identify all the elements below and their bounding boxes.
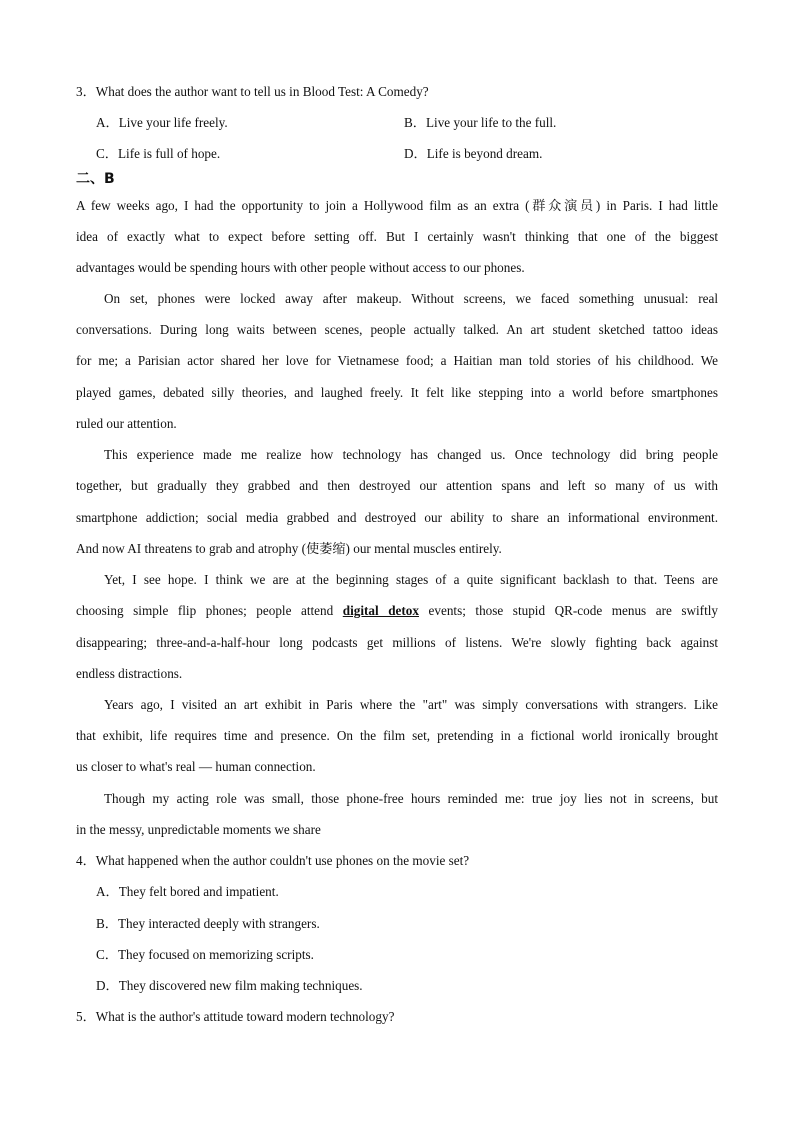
- passage-p5-line-3: us closer to what's real — human connection.: [76, 759, 316, 774]
- passage-p1-line-3: advantages would be spending hours with other people without access to our phones.: [76, 260, 525, 275]
- passage-p4-line-2: [76, 601, 718, 621]
- passage-p4-line-1: Yet, I see hope. I think we are at the beginning stages of a quite significant backlash to that. Teens are: [104, 572, 718, 587]
- question-3-stem: 3．What does the author want to tell us in Blood Test: A Comedy?: [76, 84, 429, 99]
- question-3-option-d[interactable]: D．Life is beyond dream.: [404, 146, 543, 161]
- passage-p2-line-2: conversations. During long waits between scenes, people actually talked. An art student sketched tattoo ideas: [76, 322, 718, 337]
- passage-p4-line-3: disappearing; three-and-a-half-hour long podcasts get millions of listens. We're slowly fighting back against: [76, 635, 718, 650]
- passage-p4-line-2-start: choosing simple flip phones; people attend: [76, 603, 343, 618]
- question-3-option-b[interactable]: B．Live your life to the full.: [404, 115, 557, 130]
- passage-p3-line-2: together, but gradually they grabbed and then destroyed our attention spans and left so many of us with: [76, 478, 718, 493]
- question-4-option-a[interactable]: A．They felt bored and impatient.: [96, 884, 279, 899]
- passage-p5-line-1: Years ago, I visited an art exhibit in Paris where the "art" was simply conversations with strangers. Like: [104, 697, 718, 712]
- passage-p1-line-2: idea of exactly what to expect before setting off. But I certainly wasn't thinking that one of the biggest: [76, 229, 718, 244]
- passage-p5-line-2: that exhibit, life requires time and presence. On the film set, pretending in a fictional world ironically brought: [76, 728, 718, 743]
- passage-p1-line-1: A few weeks ago, I had the opportunity to join a Hollywood film as an extra (群众演员) in Paris. I had little: [76, 198, 718, 213]
- question-4-option-d[interactable]: D．They discovered new film making techniques.: [96, 978, 363, 993]
- question-3-option-a[interactable]: A．Live your life freely.: [96, 115, 228, 130]
- passage-p2-line-4: played games, debated silly theories, and laughed freely. It felt like stepping into a world before smartphones: [76, 385, 718, 400]
- question-4-option-b[interactable]: B．They interacted deeply with strangers.: [96, 916, 320, 931]
- question-3-option-c[interactable]: C．Life is full of hope.: [96, 146, 221, 161]
- passage-p4-line-2-end: events; those stupid QR-code menus are swiftly: [418, 603, 718, 618]
- passage-p3-line-1: This experience made me realize how technology has changed us. Once technology did bring people: [104, 447, 718, 462]
- passage-p2-line-1: On set, phones were locked away after makeup. Without screens, we faced something unusual: real: [104, 291, 718, 306]
- passage-p6-line-2: in the messy, unpredictable moments we share: [76, 822, 321, 837]
- question-5-stem: 5．What is the author's attitude toward modern technology?: [76, 1009, 395, 1024]
- passage-p2-line-5: ruled our attention.: [76, 416, 177, 431]
- passage-p2-line-3: for me; a Parisian actor shared her love for Vietnamese food; a Haitian man told stories of his childhood. We: [76, 353, 718, 368]
- keyword-digital-detox: digital detox: [342, 603, 419, 618]
- passage-p3-line-4: And now AI threatens to grab and atrophy (使萎缩) our mental muscles entirely.: [76, 541, 502, 556]
- passage-p4-line-4: endless distractions.: [76, 666, 183, 681]
- passage-p3-line-3: smartphone addiction; social media grabbed and destroyed our ability to share an informational environment.: [76, 510, 718, 525]
- section-heading: 二、B: [76, 171, 115, 187]
- question-4-stem: 4．What happened when the author couldn't use phones on the movie set?: [76, 853, 470, 868]
- question-4-option-c[interactable]: C．They focused on memorizing scripts.: [96, 947, 314, 962]
- passage-p6-line-1: Though my acting role was small, those phone-free hours reminded me: true joy lies not in screens, but: [104, 791, 718, 806]
